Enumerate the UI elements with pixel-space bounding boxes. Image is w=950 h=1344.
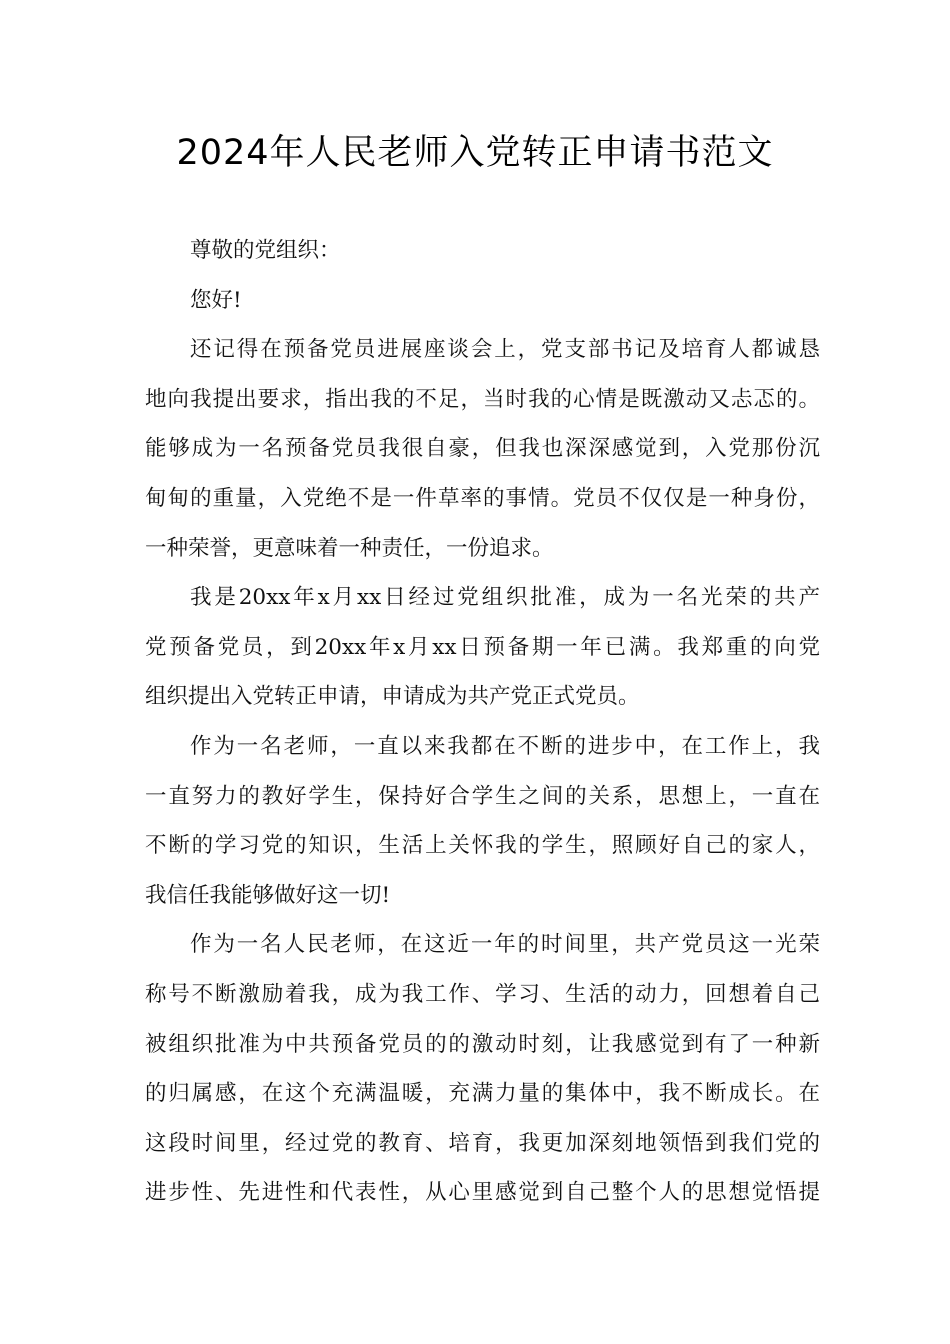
document-line: 还记得在预备党员进展座谈会上，党支部书记及培育人都诚恳 <box>190 337 820 363</box>
document-line: 我是20xx年x月xx日经过党组织批准，成为一名光荣的共产 <box>190 585 820 611</box>
document-line: 一直努力的教好学生，保持好合学生之间的关系，思想上，一直在 <box>145 783 820 809</box>
document-line: 被组织批准为中共预备党员的的激动时刻，让我感觉到有了一种新 <box>145 1031 820 1057</box>
document-line: 组织提出入党转正申请，申请成为共产党正式党员。 <box>145 684 640 710</box>
document-line: 尊敬的党组织： <box>190 238 341 263</box>
document-line: 甸甸的重量，入党绝不是一件草率的事情。党员不仅仅是一种身份， <box>145 485 820 511</box>
document-line: 能够成为一名预备党员我很自豪，但我也深深感觉到，入党那份沉 <box>145 436 820 462</box>
document-line: 称号不断激励着我，成为我工作、学习、生活的动力，回想着自己 <box>145 981 820 1007</box>
document-line: 您好! <box>190 287 242 313</box>
document-line: 我信任我能够做好这一切! <box>145 882 391 908</box>
document-line: 地向我提出要求，指出我的不足，当时我的心情是既激动又忐忑的。 <box>145 386 820 412</box>
document-line: 作为一名老师，一直以来我都在不断的进步中，在工作上，我 <box>190 733 820 759</box>
document-line: 的归属感，在这个充满温暖，充满力量的集体中，我不断成长。在 <box>145 1081 820 1107</box>
document-line: 这段时间里，经过党的教育、培育，我更加深刻地领悟到我们党的 <box>145 1130 820 1156</box>
document-line: 党预备党员，到20xx年x月xx日预备期一年已满。我郑重的向党 <box>145 634 820 660</box>
document-title: 2024年人民老师入党转正申请书范文 <box>176 133 774 173</box>
document-line: 一种荣誉，更意味着一种责任，一份追求。 <box>145 535 554 561</box>
document-body <box>145 233 820 1225</box>
document-line: 进步性、先进性和代表性，从心里感觉到自己整个人的思想觉悟提 <box>145 1180 820 1206</box>
document-line: 作为一名人民老师，在这近一年的时间里，共产党员这一光荣 <box>190 932 820 958</box>
document-line: 不断的学习党的知识，生活上关怀我的学生，照顾好自己的家人， <box>145 833 820 859</box>
